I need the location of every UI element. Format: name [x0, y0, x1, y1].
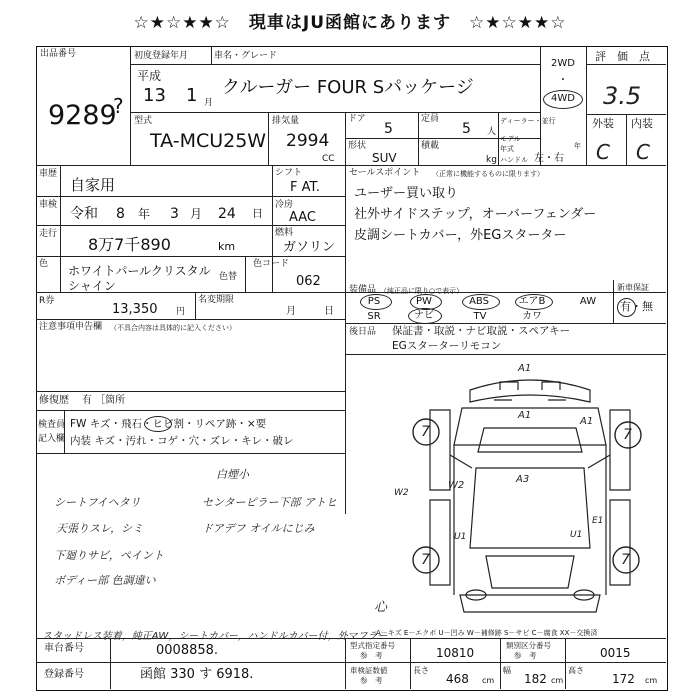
type-label: 型式指定番号	[350, 641, 395, 650]
inspection-day: 24	[218, 206, 236, 222]
length-label: 長さ	[413, 666, 429, 675]
mileage-label: 走行	[39, 229, 58, 239]
handle-value: 左・右	[534, 153, 564, 164]
expire-label: 名変期限	[198, 295, 235, 305]
sales-line-3: 皮調シートカバー，外EGスターター	[354, 228, 567, 243]
damage-legend: A－キズ E－エクボ U－凹み W－補修跡 S－サビ C－腐食 XX－交換済	[376, 629, 598, 637]
model-year-label: モデル年式	[500, 135, 521, 153]
width-value: 182	[524, 672, 547, 686]
mileage-value: 8万7千890	[88, 235, 171, 254]
equip-leather: カワ	[522, 311, 542, 322]
score-label: 評 価 点	[595, 50, 650, 63]
hand-note-3: ドアデフ オイルにじみ	[202, 522, 315, 535]
displacement-label: 排気量	[272, 116, 300, 126]
check-label-1: 検査員	[38, 420, 66, 430]
width-unit: cm	[551, 676, 564, 685]
dmg-glass-1: 7	[421, 424, 430, 440]
hand-note-2: センターピラー下部 アトヒ	[202, 496, 338, 509]
hand-note-4: シートフイヘタリ	[54, 496, 141, 509]
type-number: 10810	[436, 646, 475, 660]
first-reg-year: 13	[143, 85, 166, 106]
tax-value: 13,350	[112, 302, 158, 317]
first-reg-month-unit: 月	[204, 98, 214, 108]
color-code-label: 色コード	[253, 259, 290, 269]
dmg-a3: A3	[516, 474, 530, 485]
warranty-value: 有・無	[620, 300, 653, 313]
options-line-1: 保証書・取説・ナビ取説・スペアキー	[392, 325, 571, 337]
inspection-day-unit: 日	[252, 207, 263, 220]
ac-label: 冷房	[275, 200, 294, 210]
repair-label: 修復歴	[39, 395, 69, 406]
color-code: 062	[296, 274, 321, 289]
equip-airbag: エアB	[518, 296, 546, 307]
options-line-2: EGスターターリモコン	[392, 340, 502, 352]
tax-unit: 円	[176, 307, 186, 317]
dim-label-2: 参 考	[360, 676, 383, 685]
equip-sr: SR	[367, 311, 381, 322]
ext-label: 外装	[592, 117, 614, 130]
drive-2wd: 2WD	[551, 58, 575, 69]
equip-tv: TV	[473, 311, 487, 322]
header-banner: ☆★☆★★☆ 現車はJU函館にあります ☆★☆★★☆	[133, 13, 567, 33]
equip-navi: ナビ	[414, 310, 434, 321]
fuel-value: ガソリン	[283, 240, 336, 255]
notes-note: （不具合内容は具体的に記入ください）	[110, 324, 236, 332]
capacity-unit: 人	[487, 127, 497, 137]
fuel-label: 燃料	[275, 228, 294, 238]
load-label: 積載	[421, 141, 440, 151]
score-value: 3.5	[603, 82, 642, 110]
dmg-glass-2: 7	[623, 427, 632, 443]
doors-label: ドア	[348, 114, 366, 124]
height-unit: cm	[645, 676, 658, 685]
lot-number: 9289	[48, 100, 117, 131]
model-year-unit: 年	[574, 142, 581, 150]
car-name: クルーガー FOUR Sパッケージ	[222, 77, 474, 98]
chassis-number: 0008858.	[156, 643, 219, 658]
dmg-u1-left: U1	[454, 532, 467, 542]
height-value: 172	[612, 672, 635, 686]
check-row-1: FW キズ・飛石・ヒビ割・リペア跡・×要	[70, 418, 267, 430]
mileage-unit: km	[218, 240, 236, 253]
width-label: 幅	[503, 666, 511, 675]
ext-grade: C	[596, 140, 610, 164]
dim-label-1: 車検証数値	[350, 666, 388, 675]
dmg-e1: E1	[592, 516, 604, 526]
dmg-w2-outer: W2	[394, 488, 409, 498]
lot-mark: ?	[113, 94, 124, 118]
tax-label: R券	[39, 296, 55, 306]
model-value: TA-MCU25W	[150, 130, 267, 152]
reg-number: 函館 330 す 6918.	[140, 667, 254, 682]
equip-note: （純正品に限り○で表示）	[380, 287, 464, 295]
displacement-value: 2994	[286, 131, 330, 151]
inspection-month-unit: 月	[190, 207, 203, 221]
height-label: 高さ	[568, 666, 584, 675]
hand-note-6: 下廻りサビ，ペイント	[54, 549, 164, 562]
load-unit: kg	[486, 155, 497, 165]
handle-label: ハンドル	[500, 156, 528, 164]
first-reg-label: 初度登録年月	[134, 51, 189, 61]
notes-label: 注意事項申告欄	[39, 322, 103, 332]
class-label: 類別区分番号	[506, 641, 551, 650]
drive-dot: ・	[558, 75, 568, 86]
inspection-era: 令和	[70, 206, 98, 222]
check-row-2: 内装 キズ・汚れ・コゲ・穴・ズレ・キレ・破レ	[70, 435, 294, 447]
shape-label: 形状	[348, 141, 367, 151]
hand-note-7: ボディー部 色調違い	[54, 574, 156, 587]
dealer-label: ディーラー・並行	[500, 117, 556, 125]
options-label: 後日品	[349, 327, 377, 337]
int-label: 内装	[631, 117, 653, 130]
sales-label: セールスポイント	[349, 168, 421, 178]
sales-note: （正常に機能するものに限ります）	[432, 170, 544, 178]
new-warranty-label: 新車保証	[617, 283, 649, 292]
model-label: 型式	[134, 116, 153, 126]
color-change-label: 色替	[219, 272, 238, 282]
dmg-u1-right: U1	[570, 530, 583, 540]
int-grade: C	[636, 140, 650, 164]
history-value: 自家用	[70, 176, 116, 194]
inspection-label: 車検	[39, 200, 58, 210]
hand-note-5: 天張りスレ，シミ	[56, 522, 144, 535]
drive-4wd: 4WD	[551, 93, 575, 104]
history-label: 車歴	[39, 169, 58, 179]
hand-note-1: 白煙小	[216, 468, 249, 481]
shift-value: F AT.	[290, 180, 321, 195]
expire-month: 月	[286, 306, 296, 317]
inspection-year: 8	[116, 206, 125, 222]
inspection-year-unit: 年	[138, 207, 151, 221]
equip-pw: PW	[416, 296, 432, 307]
color-value-1: ホワイトパールクリスタル	[68, 264, 211, 278]
reg-label: 登録番号	[44, 669, 84, 680]
length-value: 468	[446, 672, 469, 686]
first-reg-month: 1	[186, 85, 198, 106]
hand-note-8: スタッドレス装着，純正AW，シートカバー，ハンドルカバー付，外マフラー	[42, 631, 388, 642]
length-unit: cm	[482, 676, 495, 685]
color-label: 色	[39, 259, 49, 269]
doors-value: 5	[384, 121, 393, 137]
inspection-month: 3	[170, 206, 179, 222]
shift-label: シフト	[275, 168, 303, 178]
capacity-label: 定員	[421, 114, 440, 124]
repair-value: 有 ［箇所	[82, 395, 126, 406]
inspector-sign: 心	[374, 600, 388, 615]
displacement-unit: CC	[322, 154, 335, 164]
class-label-2: 参 考	[514, 651, 537, 660]
sales-line-1: ユーザー買い取り	[354, 186, 459, 201]
color-value-2: シャイン	[68, 279, 116, 293]
car-damage-diagram	[400, 360, 660, 630]
sales-line-2: 社外サイドステップ，オーバーフェンダー	[354, 207, 597, 222]
dmg-w2-left: W2	[448, 480, 465, 491]
shape-value: SUV	[372, 151, 397, 165]
capacity-value: 5	[462, 121, 471, 137]
chassis-label: 車台番号	[44, 643, 84, 654]
dmg-glass-3: 7	[421, 552, 430, 568]
dmg-a1-mid: A1	[518, 410, 532, 421]
dmg-glass-4: 7	[621, 552, 630, 568]
check-label-2: 記入欄	[38, 434, 66, 444]
class-number: 0015	[600, 646, 631, 660]
ac-value: AAC	[289, 210, 316, 225]
equip-label: 装備品	[349, 285, 377, 295]
equip-aw: AW	[579, 296, 597, 307]
expire-day: 日	[324, 306, 334, 317]
name-label: 車名・グレード	[214, 51, 278, 61]
type-label-2: 参 考	[360, 651, 383, 660]
equip-abs: ABS	[469, 296, 489, 307]
lot-label: 出品番号	[40, 49, 77, 59]
equip-ps: PS	[367, 296, 381, 307]
dmg-a1-top: A1	[518, 363, 532, 374]
dmg-a1-right: A1	[580, 416, 594, 427]
first-reg-era: 平成	[137, 69, 162, 83]
